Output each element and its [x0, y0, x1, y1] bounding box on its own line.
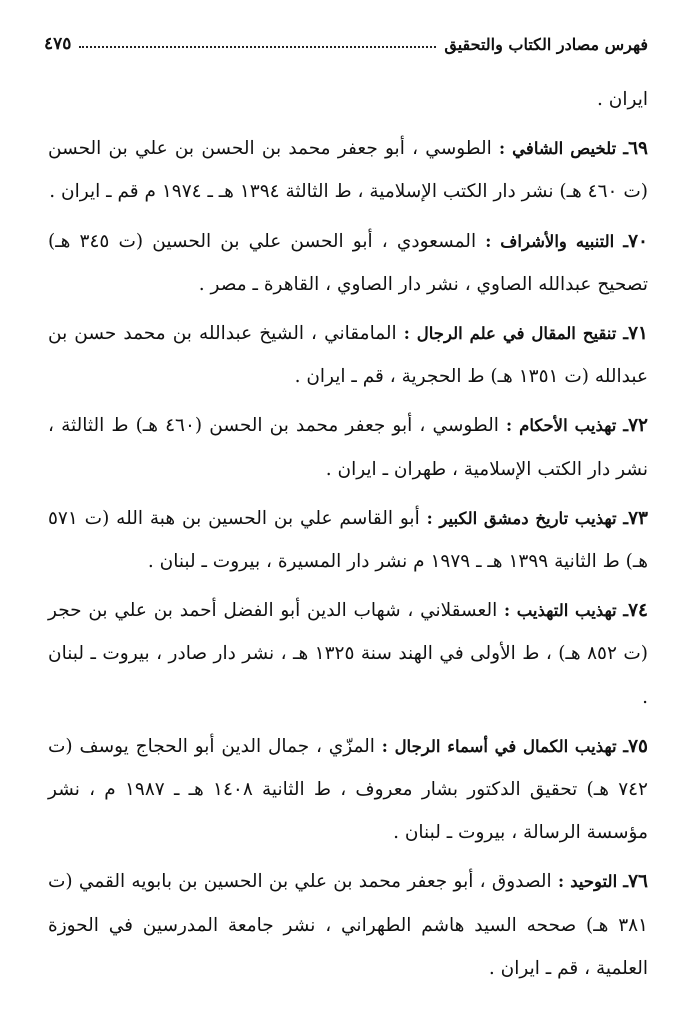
entry-number: ٧١: [628, 323, 648, 345]
entry-title: ـ تهذيب الأحكام :: [506, 416, 629, 436]
bibliography-entry-69: [48, 127, 648, 213]
entry-number: ٧٣: [628, 507, 648, 529]
page-number: ٤٧٥: [44, 34, 72, 54]
entry-text: العسقلاني ، شهاب الدين أبو الفضل أحمد بن علي بن حجر (ت ٨٥٢ هـ) ، ط الأولى في الهند سنة ١٣٢٥ هـ ، نشر دار صادر ، بيروت ـ لبنان .: [48, 600, 649, 708]
entry-text: أبو القاسم علي بن الحسين بن هبة الله (ت ٥٧١ هـ) ط الثانية ١٣٩٩ هـ ـ ١٩٧٩ م نشر دار المسيرة ، بيروت ـ لبنان .: [48, 507, 648, 573]
entry-number: ٧٢: [628, 415, 648, 437]
bibliography-entry-72: [48, 404, 648, 490]
entry-text: المامقاني ، الشيخ عبدالله بن محمد حسن بن عبدالله (ت ١٣٥١ هـ) ط الحجرية ، قم ـ ايران .: [48, 323, 648, 388]
bibliography-list: [48, 78, 648, 996]
entry-title: ـ تنقيح المقال في علم الرجال :: [403, 324, 629, 344]
continuation-text: ايران .: [597, 89, 648, 110]
bibliography-entry-73: [48, 497, 648, 583]
bibliography-entry-70: [48, 220, 648, 306]
bibliography-entry-76: [48, 860, 648, 990]
entry-text: الطوسي ، أبو جعفر محمد بن الحسن (٤٦٠ هـ) ط الثالثة ، نشر دار الكتب الإسلامية ، طهران ـ ايران .: [48, 415, 648, 480]
entry-title: ـ تهذيب التهذيب :: [504, 601, 629, 621]
entry-title: ـ تهذيب الكمال في أسماء الرجال :: [381, 736, 629, 756]
entry-text: الطوسي ، أبو جعفر محمد بن الحسن بن علي بن الحسن (ت ٤٦٠ هـ) نشر دار الكتب الإسلامية ، ط الثالثة ١٣٩٤ هـ ـ ١٩٧٤ م قم ـ ايران .: [48, 138, 648, 203]
entry-number: ٦٩: [628, 138, 648, 160]
entry-text: الصدوق ، أبو جعفر محمد بن علي بن الحسين بن بابويه القمي (ت ٣٨١ هـ) صححه السيد هاشم الطهراني ، نشر جامعة المدرسين في الحوزة العلمية ، قم ـ ايران .: [48, 871, 648, 979]
entry-number: ٧٠: [628, 230, 648, 252]
bibliography-entry-75: [48, 725, 648, 855]
bibliography-entry-71: [48, 312, 648, 398]
entry-title: ـ تلخيص الشافي :: [498, 139, 629, 159]
entry-title: ـ التنبيه والأشراف :: [485, 231, 629, 251]
bibliography-entry-74: [48, 589, 648, 719]
entry-title: ـ تهذيب تاريخ دمشق الكبير :: [426, 508, 629, 528]
entry-number: ٧٥: [628, 735, 648, 757]
entry-number: ٧٦: [628, 871, 648, 893]
entry-number: ٧٤: [628, 600, 648, 622]
page-header: [44, 24, 648, 54]
header-leader-dots: [79, 46, 436, 48]
entry-text: المسعودي ، أبو الحسن علي بن الحسين (ت ٣٤٥ هـ) تصحيح عبدالله الصاوي ، نشر دار الصاوي ، القاهرة ـ مصر .: [48, 230, 648, 295]
running-title: فهرس مصادر الكتاب والتحقيق: [444, 35, 648, 54]
entry-text: المزّي ، جمال الدين أبو الحجاج يوسف (ت ٧٤٢ هـ) تحقيق الدكتور بشار معروف ، ط الثانية ١٤٠٨ هـ ـ ١٩٨٧ م ، نشر مؤسسة الرسالة ، بيروت ـ لبنان .: [48, 735, 648, 844]
entry-title: ـ التوحيد :: [557, 872, 629, 892]
